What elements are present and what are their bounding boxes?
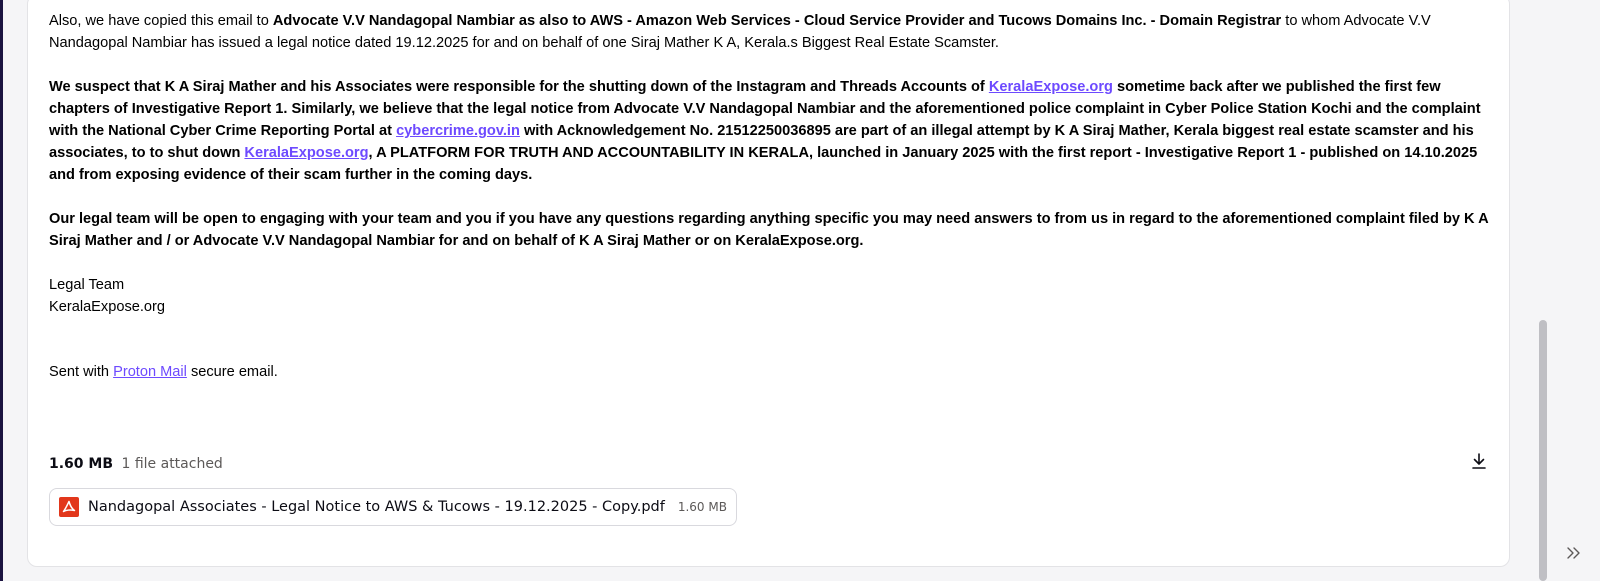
attachment-name: Nandagopal Associates - Legal Notice to AWS & Tucows - 19.12.2025 - Copy.pdf (88, 499, 665, 515)
attachments-total-size: 1.60 MB (49, 456, 114, 472)
message-body-card (27, 0, 1510, 567)
app-left-edge (0, 0, 3, 581)
bold-text: Advocate V.V Nandagopal Nambiar as also to AWS - Amazon Web Services - Cloud Service Provider and Tucows Domains Inc. - Domain Registrar (272, 13, 1282, 29)
paragraph-suspicion (49, 76, 1489, 186)
signature-line: Legal Team (49, 277, 125, 293)
signature (49, 274, 1489, 318)
text: Also, we have copied this email to (49, 13, 273, 29)
attachments-summary (49, 456, 223, 472)
signature-line: KeralaExpose.org (49, 299, 166, 315)
text: We suspect that K A Siraj Mather and his Associates were responsible for the shutting down of the Instagram and Threads Accounts of (49, 79, 989, 95)
download-icon (1471, 452, 1487, 470)
attachment-size: 1.60 MB (677, 500, 727, 514)
text: to whom Advocate V.V Nandagopal Nambiar has issued a legal notice dated 19.12.2025 for and on behalf of one Siraj Mather K A, Kerala.s Biggest Real Estate Scamster. (49, 13, 1431, 51)
link-keralaexpose[interactable]: KeralaExpose.org (988, 79, 1113, 95)
chevrons-right-icon (1566, 546, 1582, 560)
link-keralaexpose[interactable]: KeralaExpose.org (244, 145, 369, 161)
bold-paragraph (49, 79, 1481, 183)
link-proton-mail[interactable]: Proton Mail (113, 364, 187, 380)
bold-paragraph: Our legal team will be open to engaging with your team and you if you have any questions regarding anything specific you may need answers to from us in regard to the aforementioned complaint filed by K A Siraj Mather and / or Advocate V.V Nandagopal Nambiar for and on behalf of K A Siraj Mather or on KeralaExpose.org. (49, 211, 1489, 249)
link-cybercrime[interactable]: cybercrime.gov.in (396, 123, 520, 139)
text: sometime back after we published the first few chapters of Investigative Report 1. Similarly, we believe that the legal notice from Advocate V.V Nandagopal Nambiar and the aforementioned police complaint in Cyber Police Station Kochi and the complaint with the National Cyber Crime Reporting Portal at (49, 79, 1481, 139)
paragraph-copied-to (49, 10, 1489, 54)
text: secure email. (186, 364, 278, 380)
proton-footer (49, 361, 1489, 383)
text: with Acknowledgement No. 21512250036895 are part of an illegal attempt by K A Siraj Mather, Kerala biggest real estate scamster and his associates, to to shut down (49, 123, 1474, 161)
paragraph-legal-team (49, 208, 1489, 252)
text: Sent with (49, 364, 114, 380)
scrollbar-thumb[interactable] (1539, 320, 1547, 581)
download-all-button[interactable] (1468, 450, 1490, 472)
text: , A PLATFORM FOR TRUTH AND ACCOUNTABILITY IN KERALA, launched in January 2025 with the first report - Investigative Report 1 - published on 14.10.2025 and from exposing evidence of their scam further in the coming days. (49, 145, 1478, 183)
attachment-item[interactable] (49, 488, 737, 526)
attachments-count: 1 file attached (121, 456, 223, 472)
message-body (49, 10, 1489, 405)
pdf-file-icon (59, 497, 79, 517)
expand-sidebar-button[interactable] (1562, 541, 1586, 565)
